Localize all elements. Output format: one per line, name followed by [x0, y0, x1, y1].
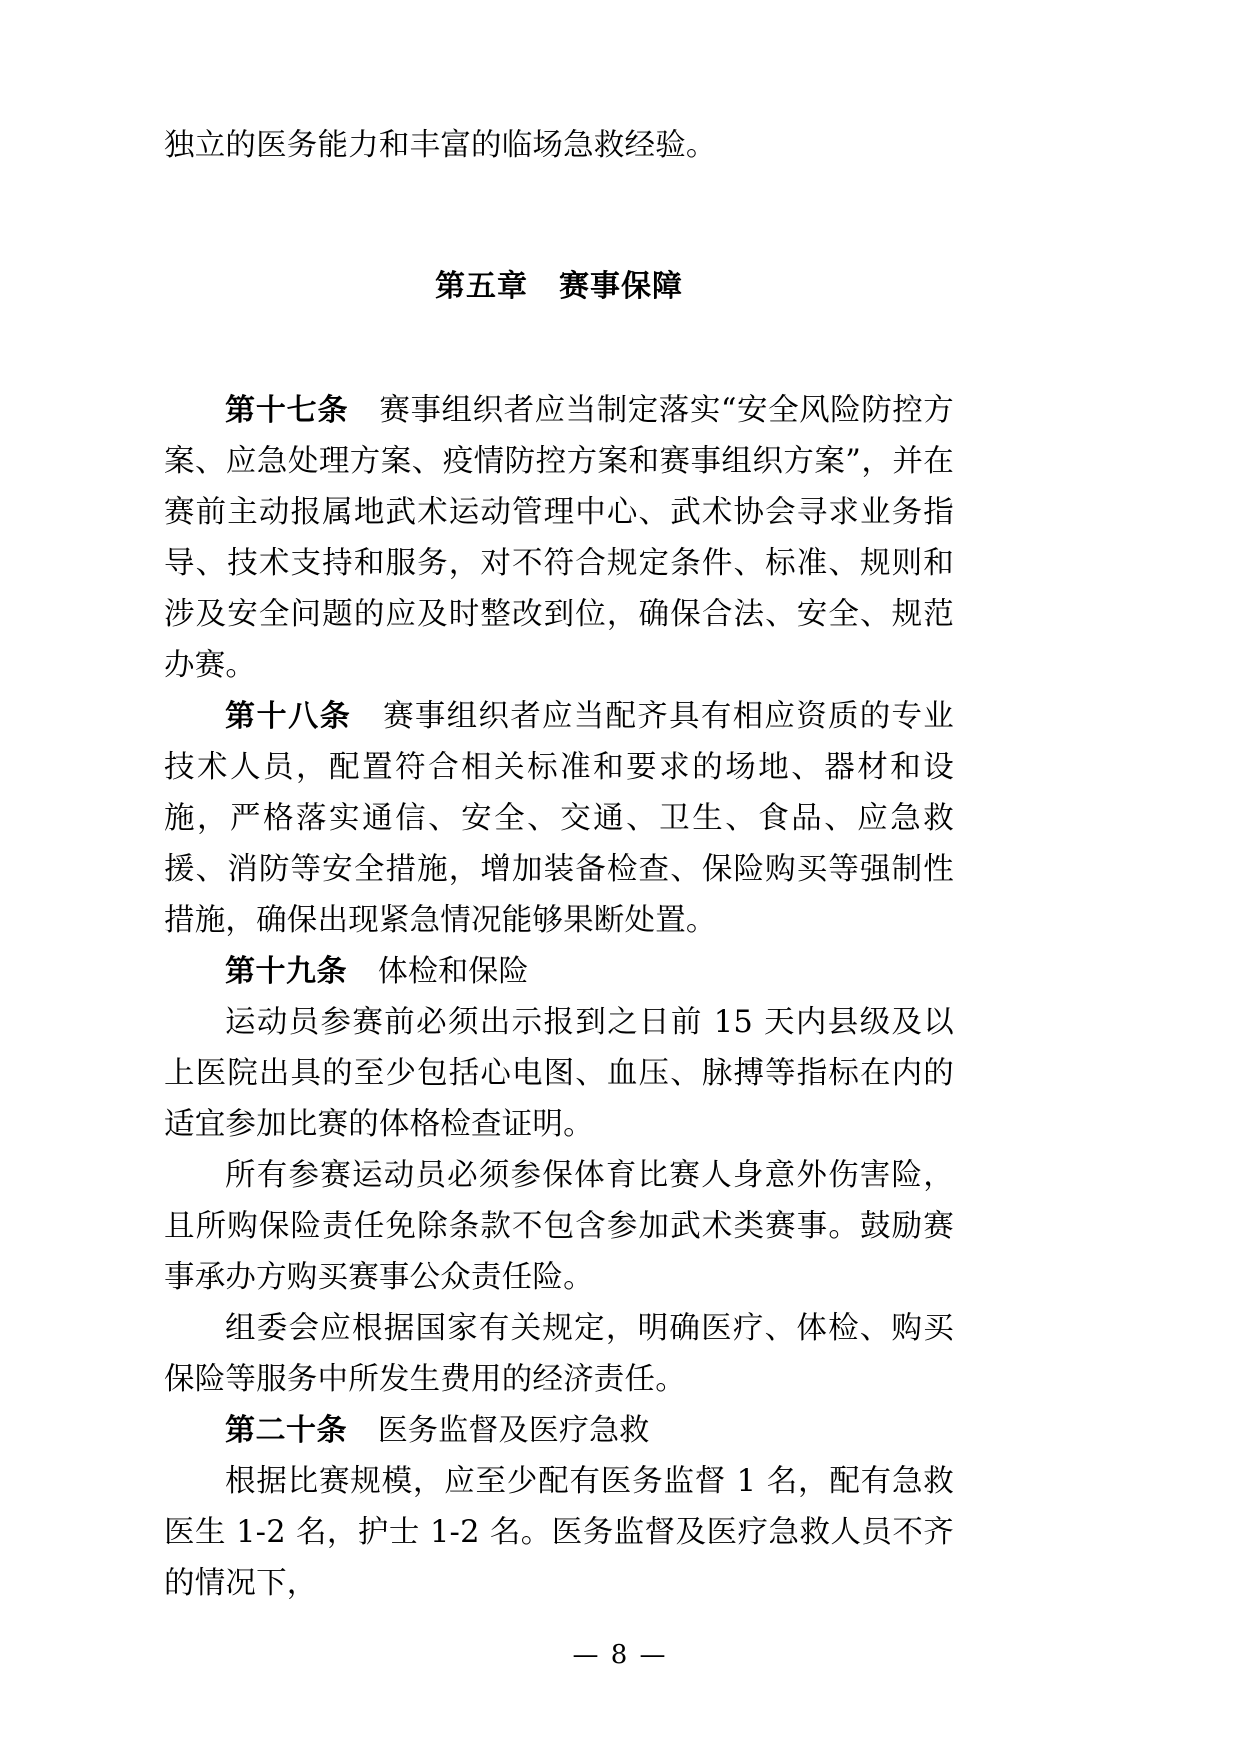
article-label-gap [351, 699, 383, 734]
article-paragraph [164, 691, 954, 946]
article-body: 赛事组织者应当制定落实“安全风险防控方案、应急处理方案、疫情防控方案和赛事组织方案”，并在赛前主动报属地武术运动管理中心、武术协会寻求业务指导、技术支持和服务，对不符合规定条件、标准、规则和涉及安全问题的应及时整改到位，确保合法、安全、规范办赛。 [164, 393, 954, 683]
article-body: 赛事组织者应当配齐具有相应资质的专业技术人员，配置符合相关标准和要求的场地、器材和设施，严格落实通信、安全、交通、卫生、食品、应急救援、消防等安全措施，增加装备检查、保险购买等强制性措施，确保出现紧急情况能够果断处置。 [164, 699, 954, 938]
article-label: 第二十条 [225, 1413, 347, 1448]
carryover-paragraph: 独立的医务能力和丰富的临场急救经验。 [164, 128, 717, 163]
article-label-gap [347, 954, 378, 989]
article-paragraph: 组委会应根据国家有关规定，明确医疗、体检、购买保险等服务中所发生费用的经济责任。 [164, 1311, 954, 1397]
article-heading-line [164, 1405, 954, 1456]
article-paragraph [164, 385, 954, 691]
article-paragraph: 所有参赛运动员必须参保体育比赛人身意外伤害险，且所购保险责任免除条款不包含参加武术类赛事。鼓励赛事承办方购买赛事公众责任险。 [164, 1158, 954, 1295]
article-label-gap [348, 393, 379, 428]
article-label: 第十七条 [225, 393, 349, 428]
article-heading-line [164, 946, 954, 997]
chapter-heading: 第五章 赛事保障 [435, 269, 683, 304]
article-paragraph: 运动员参赛前必须出示报到之日前 15 天内县级及以上医院出具的至少包括心电图、血压、脉搏等指标在内的适宜参加比赛的体格检查证明。 [164, 1005, 954, 1142]
page-number: — 8 — [572, 1640, 668, 1670]
article-paragraph: 根据比赛规模，应至少配有医务监督 1 名，配有急救医生 1-2 名，护士 1-2 名。医务监督及医疗急救人员不齐的情况下， [164, 1464, 954, 1601]
spacer-before-chapter [164, 171, 954, 261]
article-label: 第十八条 [225, 699, 352, 734]
article-label-gap [347, 1413, 378, 1448]
article-subtitle: 体检和保险 [377, 954, 529, 989]
spacer-after-chapter [164, 312, 954, 385]
article-label: 第十九条 [225, 954, 347, 989]
page-content [164, 120, 954, 1609]
article-subtitle: 医务监督及医疗急救 [377, 1413, 650, 1448]
